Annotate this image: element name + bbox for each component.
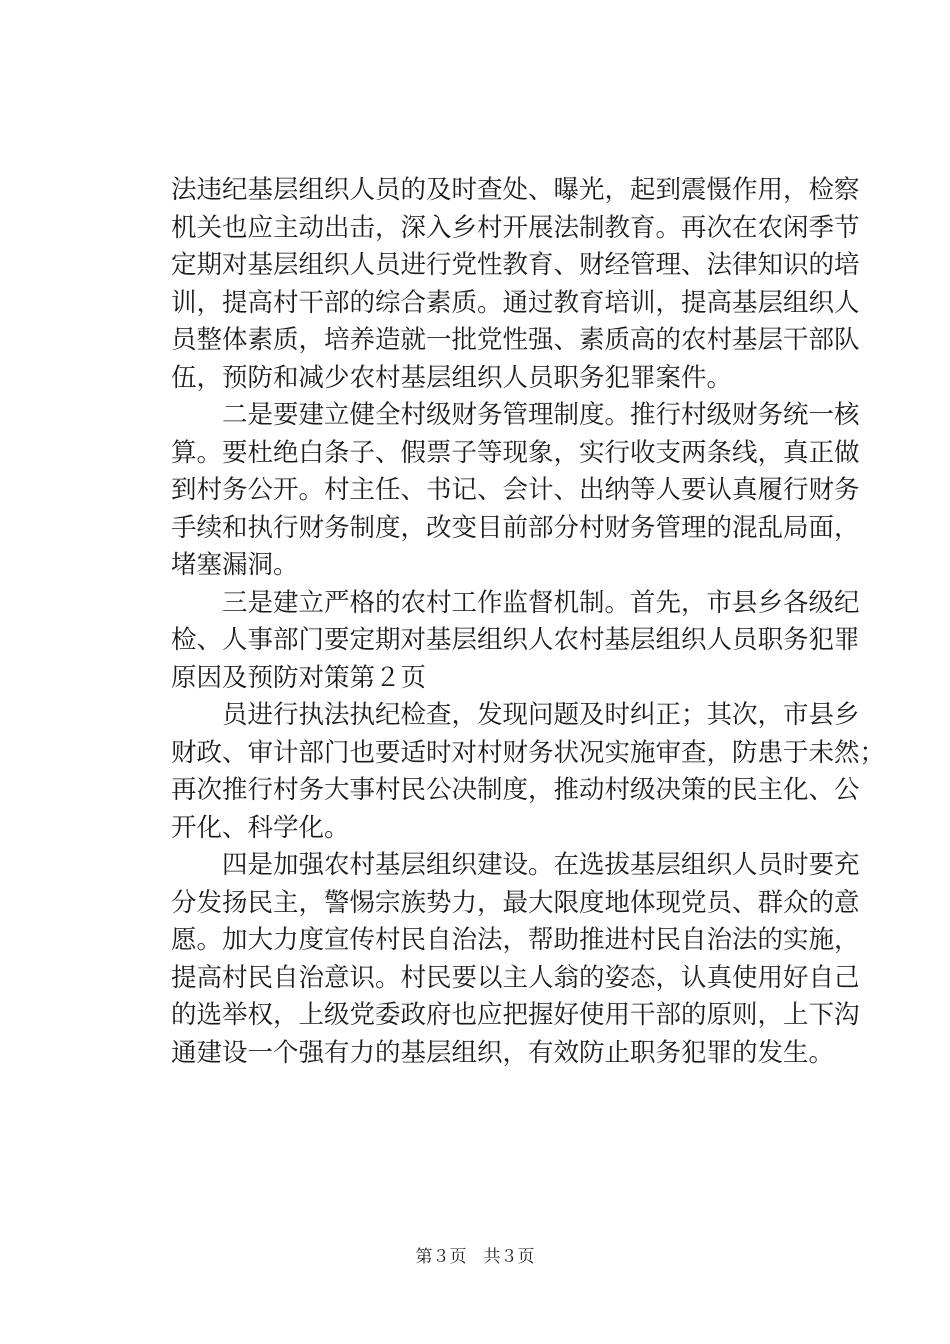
text-line: 法违纪基层组织人员的及时查处、曝光，起到震慑作用，检察 [171,175,860,205]
text-line: 分发扬民主，警惕宗族势力，最大限度地体现党员、群众的意 [171,887,860,918]
text-line: 四是加强农村基层组织建设。在选拔基层组织人员时要充 [171,850,860,880]
text-line: 开化、科学化。 [171,812,350,843]
page-number: 第３页 共３页 [415,1247,535,1267]
text-line: 员整体素质，培养造就一批党性强、素质高的农村基层干部队 [171,325,860,355]
text-line: 训，提高村干部的综合素质。通过教育培训，提高基层组织人 [171,287,860,318]
text-line: 定期对基层组织人员进行党性教育、财经管理、法律知识的培 [171,250,860,280]
text-line: 检、人事部门要定期对基层组织人农村基层组织人员职务犯罪 [171,625,860,655]
text-line: 通建设一个强有力的基层组织，有效防止职务犯罪的发生。 [171,1037,835,1068]
text-line: 财政、审计部门也要适时对村财务状况实施审查，防患于未然； [171,737,886,768]
text-line: 提高村民自治意识。村民要以主人翁的姿态，认真使用好自己 [171,962,860,993]
text-line: 三是建立严格的农村工作监督机制。首先，市县乡各级纪 [171,587,860,618]
text-line: 二是要建立健全村级财务管理制度。推行村级财务统一核 [171,400,860,430]
text-line: 到村务公开。村主任、书记、会计、出纳等人要认真履行财务 [171,475,860,505]
text-line: 原因及预防对策第２页 [171,662,427,693]
text-line: 员进行执法执纪检查，发现问题及时纠正；其次，市县乡 [171,700,860,730]
page-footer [0,1242,950,1267]
text-line: 伍，预防和减少农村基层组织人员职务犯罪案件。 [171,362,733,393]
text-line: 再次推行村务大事村民公决制度，推动村级决策的民主化、公 [171,775,860,805]
text-line: 手续和执行财务制度，改变目前部分村财务管理的混乱局面， [171,512,860,543]
text-line: 的选举权，上级党委政府也应把握好使用干部的原则，上下沟 [171,1000,860,1030]
text-line: 算。要杜绝白条子、假票子等现象，实行收支两条线，真正做 [171,437,860,468]
text-line: 愿。加大力度宣传村民自治法，帮助推进村民自治法的实施， [171,925,860,955]
text-line: 机关也应主动出击，深入乡村开展法制教育。再次在农闲季节 [171,212,860,243]
text-line: 堵塞漏洞。 [171,550,299,580]
body-text [171,172,886,1072]
